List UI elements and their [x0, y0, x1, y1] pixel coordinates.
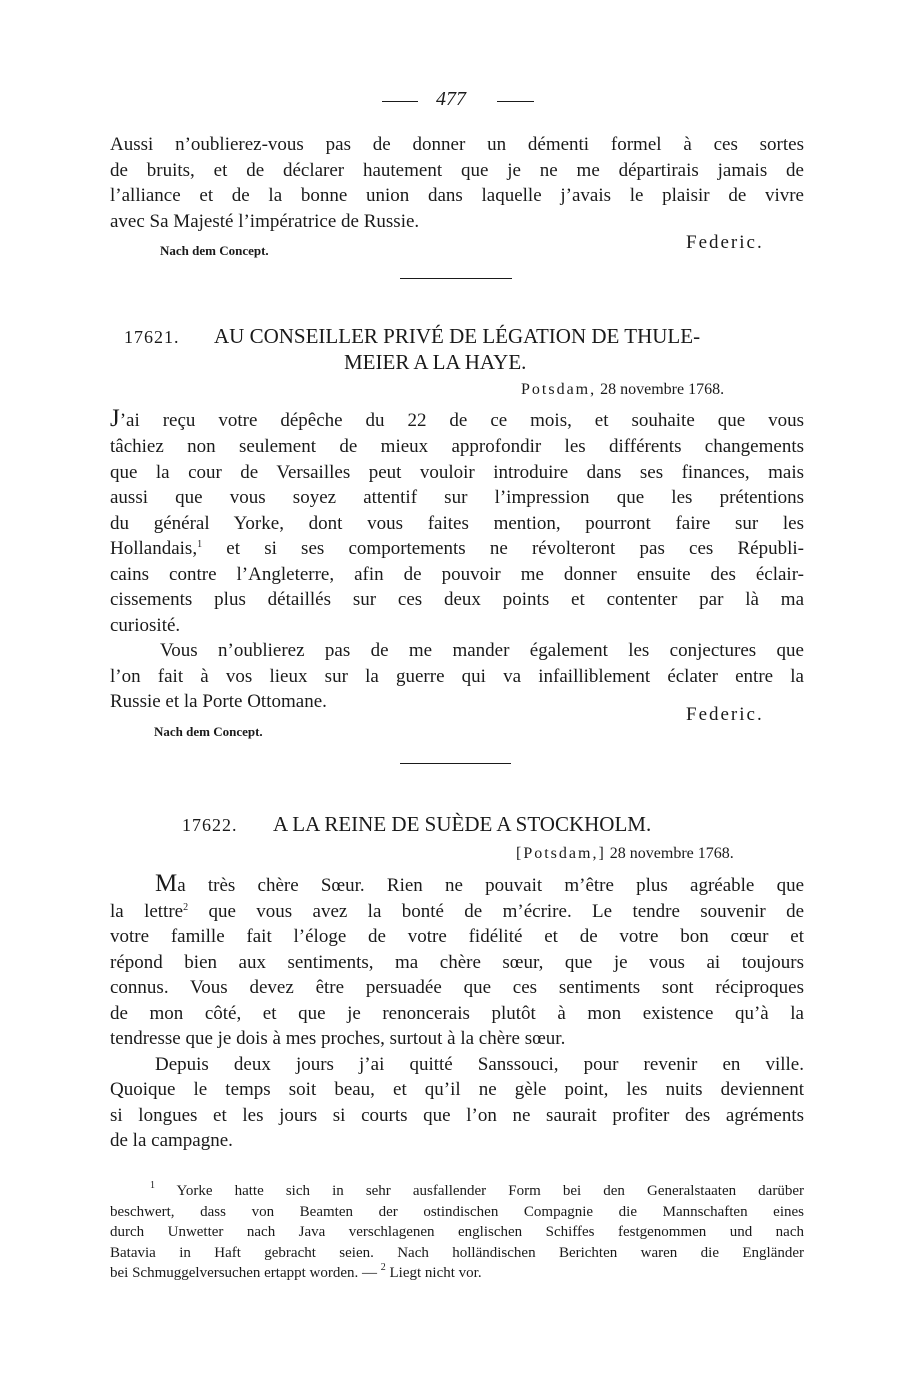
- dateline-place: [Potsdam,]: [516, 845, 606, 862]
- footnote-ref[interactable]: 2: [183, 901, 189, 913]
- text-span: et si ses comportements ne révolteront pas ces Républi-: [202, 538, 804, 559]
- footnote-line: durch Unwetter nach Java verschlagenen englischen Schiffes festgenommen und nach: [110, 1224, 804, 1240]
- initial-letter: M: [155, 870, 178, 897]
- footnote-mark: 1: [150, 1180, 155, 1191]
- footnote-ref[interactable]: 1: [197, 539, 203, 550]
- dateline: [521, 381, 724, 399]
- footnote-line: [110, 1263, 804, 1284]
- text-line: Quoique le temps soit beau, et qu’il ne gèle point, les nuits deviennent: [110, 1079, 804, 1100]
- dateline: [516, 845, 734, 863]
- text-line: Vous n’oublierez pas de me mander également les conjectures que: [160, 640, 804, 661]
- footnote-line: [150, 1181, 804, 1202]
- text-line: l’alliance et de la bonne union dans laquelle j’avais le plaisir de vivre: [110, 185, 804, 206]
- text-line: du général Yorke, dont vous faites mention, pourront faire sur les: [110, 512, 804, 534]
- text-line: si longues et les jours si courts que l’on ne saurait profiter des agréments: [110, 1104, 804, 1126]
- footnote-line: Batavia in Haft gebracht seien. Nach holländischen Berichten waren die Engländer: [110, 1244, 804, 1261]
- text-line: tendresse que je dois à mes proches, surtout à la chère sœur.: [110, 1028, 566, 1049]
- text-span: que vous avez la bonté de m’écrire. Le tendre souvenir de: [188, 900, 804, 922]
- text-line: Russie et la Porte Ottomane.: [110, 691, 327, 712]
- letter-heading: A LA REINE DE SUÈDE A STOCKHOLM.: [273, 812, 652, 836]
- text-span: ’ai reçu votre dépêche du 22 de ce mois, et souhaite que vous: [119, 410, 804, 431]
- text-line: [110, 405, 804, 434]
- text-span: Yorke hatte sich in sehr ausfallender Form bei den Generalstaaten darüber: [155, 1183, 804, 1199]
- header-rule-left: [382, 101, 418, 102]
- dateline-place: Potsdam,: [521, 381, 597, 398]
- text-line: de mon côté, et que je renoncerais plutôt à mon existence qu’à la: [110, 1002, 804, 1024]
- footnote-line: beschwert, dass von Beamten der ostindischen Compagnie die Mannschaften eines: [110, 1203, 804, 1220]
- text-line: Depuis deux jours j’ai quitté Sanssouci, pour revenir en ville.: [155, 1053, 804, 1075]
- text-line: [110, 536, 804, 562]
- source-note: Nach dem Concept.: [154, 724, 263, 739]
- text-line: l’on fait à vos lieux sur la guerre qui va infailliblement éclater entre la: [110, 665, 804, 687]
- text-line: tâchiez non seulement de mieux approfondir les différents changements: [110, 436, 804, 457]
- text-line: [155, 870, 804, 899]
- text-line: aussi que vous soyez attentif sur l’impression que les prétentions: [110, 487, 804, 508]
- dateline-date: 28 novembre 1768.: [600, 381, 725, 398]
- source-note: Nach dem Concept.: [160, 243, 269, 258]
- text-line: curiosité.: [110, 614, 181, 636]
- letter-heading: AU CONSEILLER PRIVÉ DE LÉGATION DE THULE-: [214, 324, 701, 348]
- page-number: 477: [436, 88, 466, 110]
- dateline-date: 28 novembre 1768.: [609, 845, 734, 862]
- text-line: connus. Vous devez être persuadée que ces sentiments sont réciproques: [110, 977, 804, 998]
- initial-letter: J: [110, 405, 120, 432]
- text-span: la lettre: [110, 900, 184, 922]
- letter-number: 17621.: [124, 327, 180, 347]
- text-line: que la cour de Versailles peut vouloir introduire dans ses finances, mais: [110, 461, 804, 483]
- footnote-mark: 2: [380, 1262, 386, 1273]
- text-line: répond bien aux sentiments, ma chère sœur, que je vous ai toujours: [110, 951, 804, 973]
- text-span: bei Schmuggelversuchen ertappt worden. —: [110, 1265, 378, 1281]
- text-line: cissements plus détaillés sur ces deux points et contenter par là ma: [110, 589, 804, 610]
- letter-heading-cont: MEIER A LA HAYE.: [344, 350, 527, 374]
- text-span: a très chère Sœur. Rien ne pouvait m’être plus agréable que: [177, 875, 804, 896]
- text-span: Hollandais,: [110, 538, 198, 559]
- text-span: Liegt nicht vor.: [385, 1265, 482, 1281]
- text-line: cains contre l’Angleterre, afin de pouvoir me donner ensuite des éclair-: [110, 563, 804, 585]
- signature: Federic.: [686, 232, 764, 253]
- text-line: [110, 899, 804, 925]
- section-divider: [400, 763, 511, 764]
- header-rule-right: [497, 101, 534, 102]
- text-line: avec Sa Majesté l’impératrice de Russie.: [110, 210, 420, 232]
- text-line: de bruits, et de déclarer hautement que je ne me départirais jamais de: [110, 159, 804, 181]
- letter-number: 17622.: [182, 815, 238, 835]
- signature: Federic.: [686, 704, 764, 725]
- text-line: Aussi n’oublierez-vous pas de donner un démenti formel à ces sortes: [110, 134, 804, 155]
- text-line: de la campagne.: [110, 1130, 233, 1151]
- section-divider: [400, 278, 512, 279]
- text-line: votre famille fait l’éloge de votre fidélité et de votre bon cœur et: [110, 926, 804, 947]
